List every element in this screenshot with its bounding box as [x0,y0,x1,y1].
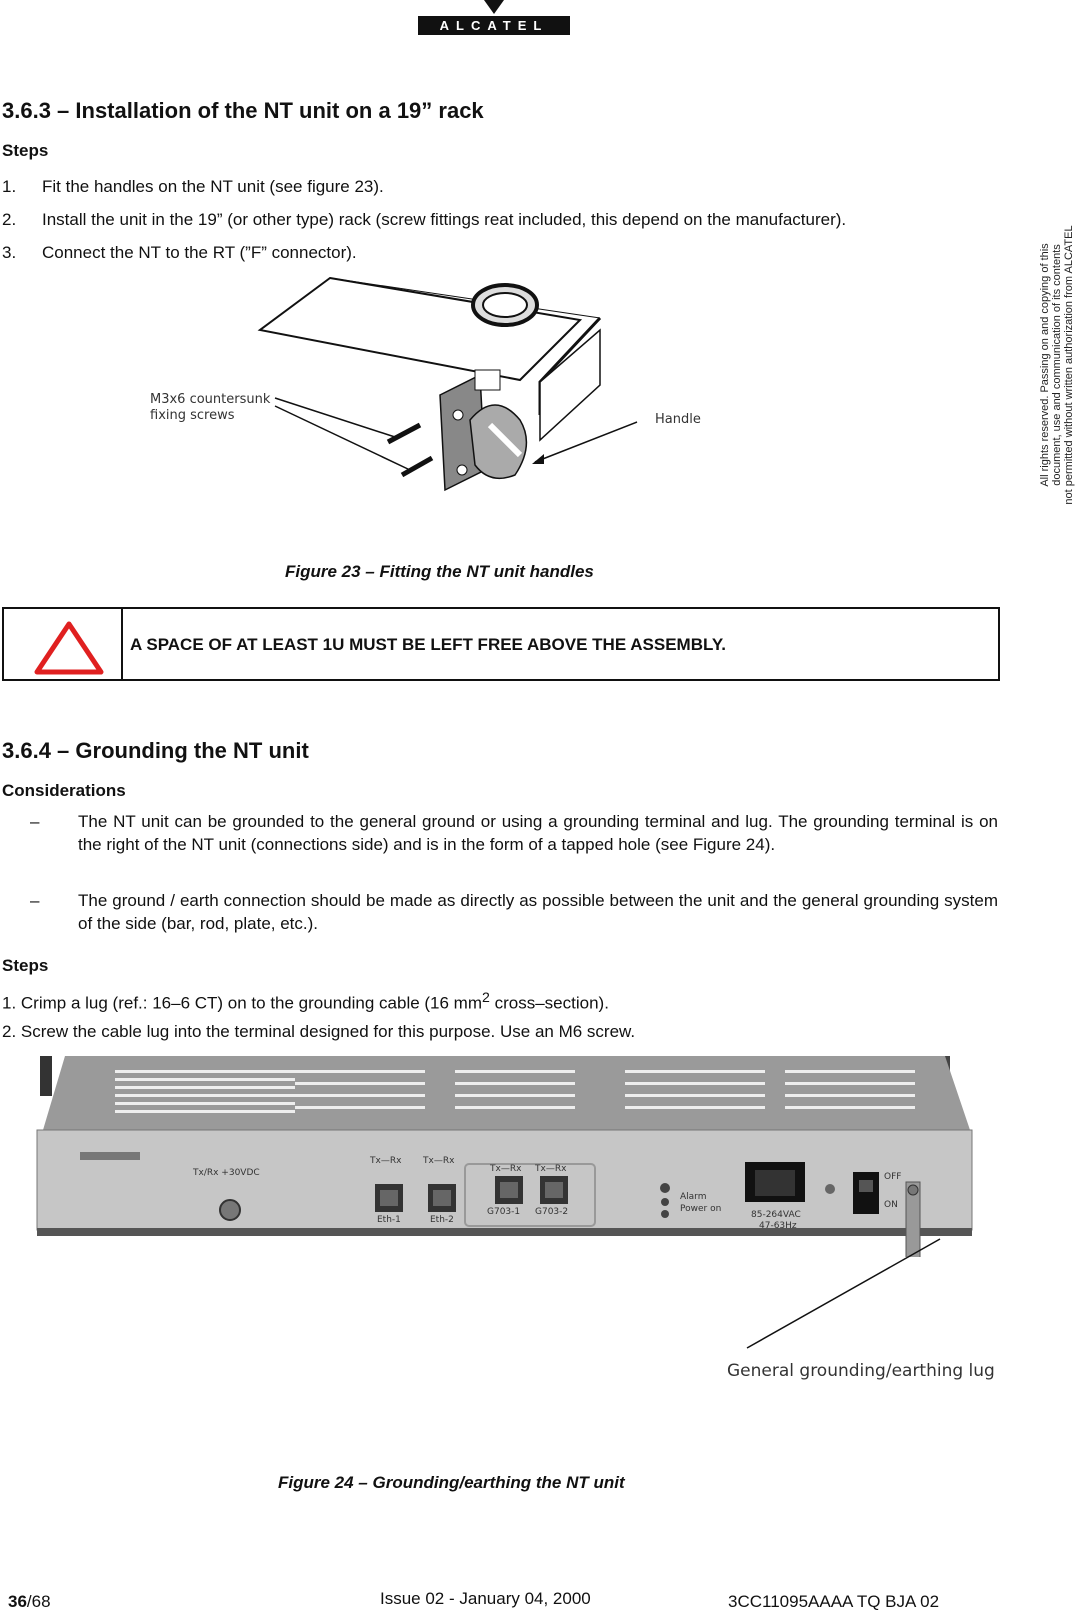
mains-label-1: 85-264VAC [751,1210,801,1220]
step-text: Connect the NT to the RT (”F” connector). [42,243,357,262]
step-2 [2,207,1002,232]
figure-24-caption: Figure 24 – Grounding/earthing the NT unit [278,1473,625,1492]
step-num: 2. [2,210,17,229]
txrx-g1: Tx—Rx [490,1164,522,1174]
steps-heading-2: Steps [2,956,49,975]
mains-label-2: 47-63Hz [759,1221,797,1231]
copyright-line-3: not permitted without written authorization from ALCATEL [1063,225,1075,505]
section-364-title: 3.6.4 – Grounding the NT unit [2,738,309,763]
handle-label: Handle [655,412,701,427]
copyright-note [1030,195,1075,535]
port-g2-label: G703-2 [535,1207,569,1217]
txrx-eth1: Tx—Rx [370,1156,402,1166]
figure-23-drawing [140,270,740,515]
step-3 [2,240,357,265]
warning-divider [121,609,123,679]
issue-date: Issue 02 - January 04, 2000 [380,1589,591,1608]
port-g1-label: G703-1 [487,1207,521,1217]
page-number: 36/68 [8,1592,51,1611]
port-eth2-label: Eth-2 [430,1215,454,1225]
warning-icon [34,621,104,680]
consideration-text: The NT unit can be grounded to the general ground or using a grounding terminal and lug. The grounding terminal is on the right of the NT unit (connections side) and is in the form of a tapped hole (see Figure 24). [78,812,998,854]
section-363-title: 3.6.3 – Installation of the NT unit on a 19” rack [2,98,484,123]
on-label: ON [884,1200,898,1210]
steps-heading-1: Steps [2,141,49,160]
lug-leader [745,1235,945,1350]
txrx-eth2: Tx—Rx [423,1156,455,1166]
txrx-g2: Tx—Rx [535,1164,567,1174]
step-num: 3. [2,243,17,262]
copyright-line-1: All rights reserved. Passing on and copying of this [1039,243,1051,487]
step-text: Install the unit in the 19” (or other type) rack (screw fittings reat included, this depend on the manufacturer). [42,210,847,229]
lug-label: General grounding/earthing lug [727,1361,995,1381]
step-text: Fit the handles on the NT unit (see figure 23). [42,177,384,196]
warning-box [2,607,1000,681]
warning-text: A SPACE OF AT LEAST 1U MUST BE LEFT FREE ABOVE THE ASSEMBLY. [130,635,726,654]
step-1 [2,174,384,199]
alarm-label: Alarm [680,1192,707,1202]
logo-text: ALCATEL [439,18,549,33]
figure-23-caption: Figure 23 – Fitting the NT unit handles [285,562,594,581]
document-ref: 3CC11095AAAA TQ BJA 02 [728,1592,940,1611]
figure-24-drawing [25,1052,985,1257]
screws-label-2: fixing screws [150,408,235,423]
step-num: 1. [2,177,17,196]
port-txrx-label: Tx/Rx +30VDC [193,1168,260,1178]
off-label: OFF [884,1172,902,1182]
ground-step-2: 2. Screw the cable lug into the terminal designed for this purpose. Use an M6 screw. [2,1022,636,1041]
power-label: Power on [680,1204,722,1214]
ground-step-1: 1. Crimp a lug (ref.: 16–6 CT) on to the grounding cable (16 $mm^2$ cross–section). [2,990,609,1013]
alcatel-logo [418,0,570,37]
consideration-text: The ground / earth connection should be made as directly as possible between the unit and the general grounding system of the side (bar, rod, plate, etc.). [78,891,998,933]
consideration-1: – The NT unit can be grounded to the general ground or using a grounding terminal and lug. The grounding terminal is on the right of the NT unit (connections side) and is in the form of a tapped hole (see Figure 24). [30,812,998,854]
consideration-2: – The ground / earth connection should be made as directly as possible between the unit and the general grounding system of the side (bar, rod, plate, etc.). [30,891,998,933]
screws-label-1: M3x6 countersunk [150,392,271,407]
port-eth1-label: Eth-1 [377,1215,401,1225]
copyright-line-2: document, use and communication of its contents [1051,244,1063,486]
considerations-heading: Considerations [2,781,126,800]
